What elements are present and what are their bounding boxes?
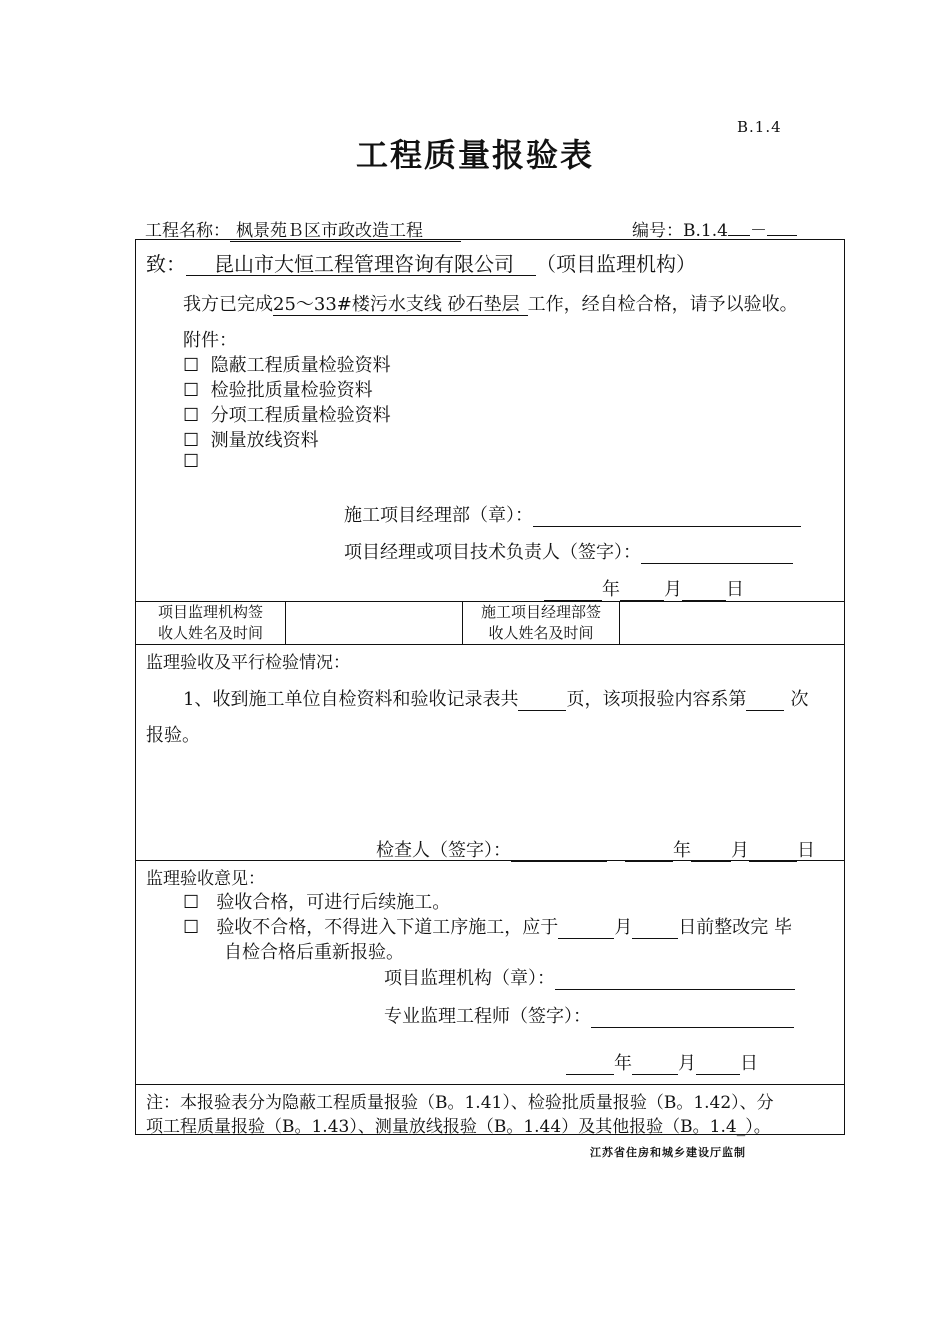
supervision-org-stamp[interactable]	[555, 971, 795, 990]
year-label: 年	[602, 579, 620, 600]
contractor-dept-label: 施工项目经理部（章）：	[344, 505, 533, 526]
day-label: 日	[726, 579, 744, 600]
day-blank[interactable]	[632, 920, 678, 939]
year-blank[interactable]	[544, 582, 602, 601]
year-blank[interactable]	[625, 843, 673, 862]
statement-suffix: 工作，经自检合格，请予以验收。	[527, 294, 798, 315]
attachment-item	[183, 401, 391, 427]
inspector-label: 检查人（签字）：	[376, 840, 511, 861]
addressee-org: 昆山市大恒工程管理咨询有限公司	[186, 253, 536, 276]
contractor-receipt-label: 施工项目经理部签 收人姓名及时间	[480, 603, 601, 642]
inspection-heading: 监理验收及平行检验情况：	[146, 653, 350, 673]
statement-prefix: 我方已完成	[183, 294, 273, 315]
inspector-sign-row: 检查人（签字）： 年 月 日	[376, 840, 815, 861]
opinion-fail-line-2: 自检合格后重新报验。	[224, 942, 404, 963]
opinion-pass-label: 验收合格，可进行后续施工。	[216, 892, 451, 913]
statement-row	[183, 290, 798, 316]
to-label: 致：	[146, 252, 186, 276]
attachment-label: 测量放线资料	[210, 430, 319, 451]
issuer-footer: 江苏省住房和城乡建设厅监制	[590, 1146, 746, 1159]
checkbox-icon[interactable]: ☐	[183, 355, 200, 376]
engineer-sign-row: 专业监理工程师（签字）：	[384, 1002, 794, 1028]
number-blank-1	[728, 235, 750, 236]
opinion-pass-row	[183, 888, 450, 914]
month-blank[interactable]	[632, 1056, 678, 1075]
checkbox-icon[interactable]: ☐	[183, 430, 200, 451]
month-label: 月	[664, 579, 682, 600]
opinion-date-row: 年 月 日	[566, 1049, 758, 1075]
statement-work: 25～33#楼污水支线 砂石垫层	[273, 295, 528, 316]
note-line-2: 项工程质量报验（B。1.43）、测量放线报验（B。1.44）及其他报验（B。1.4_）。	[146, 1117, 771, 1137]
contractor-receipt-field[interactable]	[620, 602, 844, 644]
attachment-label: 检验批质量检验资料	[210, 380, 373, 401]
attachment-label: 分项工程质量检验资料	[210, 405, 391, 426]
inspector-signature[interactable]	[511, 843, 607, 862]
number-blank-2	[767, 235, 797, 236]
attachment-item	[183, 376, 373, 402]
number-label: 编号：	[632, 221, 683, 241]
engineer-signature[interactable]	[591, 1009, 794, 1028]
opinion-fail-row: ☐ 验收不合格，不得进入下道工序施工，应于 月 日前整改完 毕	[183, 917, 793, 938]
project-label: 工程名称：	[145, 221, 230, 241]
day-blank[interactable]	[682, 582, 726, 601]
checkbox-icon[interactable]: ☐	[183, 380, 200, 401]
note-line-1: 注：本报验表分为隐蔽工程质量报验（B。1.41）、检验批质量报验（B。1.42）、分	[146, 1093, 774, 1113]
contractor-dept-sign-row	[344, 501, 801, 527]
attachment-item	[183, 451, 211, 472]
form-number-row	[632, 216, 797, 241]
checkbox-icon[interactable]: ☐	[183, 451, 200, 472]
contractor-date-row	[544, 575, 744, 601]
supervisor-receipt-field[interactable]	[286, 602, 462, 644]
day-blank[interactable]	[749, 843, 797, 862]
manager-sign-label: 项目经理或项目技术负责人（签字）：	[344, 542, 641, 563]
day-blank[interactable]	[696, 1056, 740, 1075]
manager-signature[interactable]	[641, 545, 793, 564]
checkbox-icon[interactable]: ☐	[183, 405, 200, 426]
form-table	[135, 239, 845, 1135]
addressee-row	[146, 248, 696, 277]
number-value: B.1.4	[683, 221, 728, 241]
project-name-row	[145, 216, 461, 242]
project-name: 枫景苑Ｂ区市政改造工程	[230, 222, 461, 242]
inspection-line-1: 1、收到施工单位自检资料和验收记录表共 页，该项报验内容系第 次	[183, 689, 809, 710]
times-blank[interactable]	[746, 692, 784, 711]
supervision-org-sign-row: 项目监理机构（章）：	[384, 964, 795, 990]
month-blank[interactable]	[620, 582, 664, 601]
addressee-suffix: （项目监理机构）	[536, 252, 696, 276]
contractor-dept-signature[interactable]	[533, 508, 801, 527]
number-sep: －	[749, 221, 767, 241]
year-blank[interactable]	[566, 1056, 614, 1075]
checkbox-icon[interactable]: ☐	[183, 892, 200, 913]
pages-blank[interactable]	[518, 692, 566, 711]
checkbox-icon[interactable]: ☐	[183, 917, 200, 938]
manager-sign-row	[344, 538, 793, 564]
attachment-item	[183, 426, 319, 452]
form-code: B.1.4	[737, 118, 782, 136]
page-title: 工程质量报验表	[355, 136, 594, 174]
attachment-label: 隐蔽工程质量检验资料	[210, 355, 391, 376]
inspection-line-2: 报验。	[146, 725, 200, 746]
attachment-item	[183, 351, 391, 377]
supervisor-receipt-label: 项目监理机构签 收人姓名及时间	[157, 603, 263, 642]
opinion-heading: 监理验收意见：	[146, 869, 265, 889]
attachments-label: 附件：	[183, 330, 237, 351]
month-blank[interactable]	[691, 843, 731, 862]
month-blank[interactable]	[558, 920, 614, 939]
